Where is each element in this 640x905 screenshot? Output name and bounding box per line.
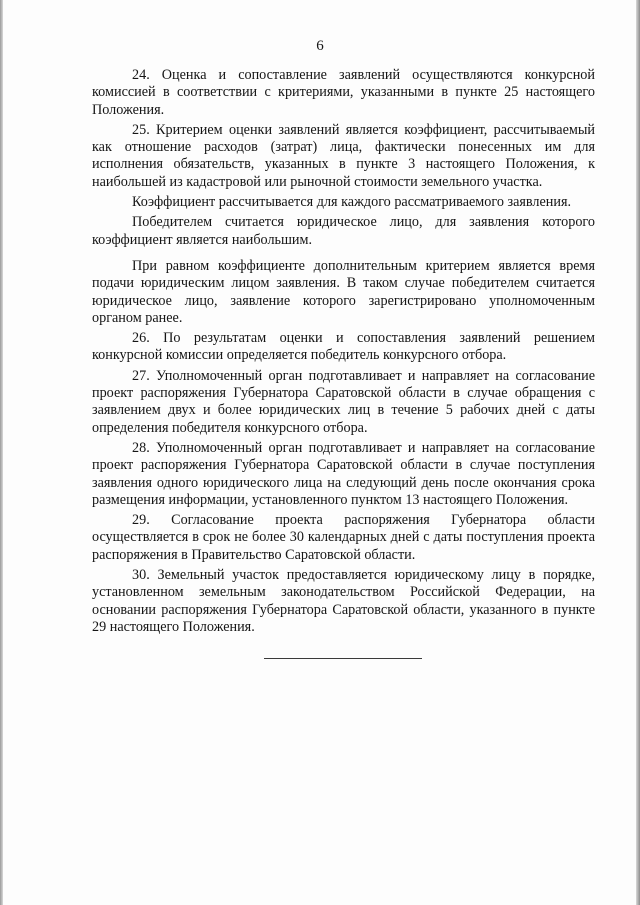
paragraph-24: 24. Оценка и сопоставление заявлений осуществляются конкурсной комиссией в соответствии с критериями, указанными в пункте 25 настоящего Положения. [92,67,595,118]
scan-edge-left [0,0,3,905]
end-of-document-rule [264,658,422,659]
paragraph-25-coefficient: Коэффициент рассчитывается для каждого рассматриваемого заявления. [132,194,572,211]
paragraph-25-winner: Победителем считается юридическое лицо, для заявления которого коэффициент является наибольшим. [92,214,595,248]
paragraph-30: 30. Земельный участок предоставляется юридическому лицу в порядке, установленном земельным законодательством Российской Федерации, на основании распоряжения Губернатора Саратовской области, указанного в пункте 29 настоящего Положения. [92,567,595,635]
paragraph-25-tiebreak: При равном коэффициенте дополнительным критерием является время подачи юридическим лицом заявления. В таком случае победителем считается юридическое лицо, заявление которого зарегистрировано уполномоченным органом ранее. [92,257,595,326]
page-number: 6 [316,38,324,54]
paragraph-28: 28. Уполномоченный орган подготавливает и направляет на согласование проект распоряжения Губернатора Саратовской области в случае поступления заявления одного юридического лица на следующий день после окончания срока размещения информации, установленного пунктом 13 настоящего Положения. [92,439,595,508]
paragraph-29: 29. Согласование проекта распоряжения Губернатора области осуществляется в срок не более 30 календарных дней с даты поступления проекта распоряжения в Правительство Саратовской области. [92,512,595,563]
paragraph-27: 27. Уполномоченный орган подготавливает и направляет на согласование проект распоряжения Губернатора Саратовской области в случае обращения с заявлением двух и более юридических лиц в течение 5 рабочих дней с даты определения победителя конкурсного отбора. [92,367,595,436]
paragraph-26: 26. По результатам оценки и сопоставления заявлений решением конкурсной комиссии определяется победитель конкурсного отбора. [92,330,595,364]
paragraph-25: 25. Критерием оценки заявлений является коэффициент, рассчитываемый как отношение расходов (затрат) лица, фактически понесенных им для исполнения обязательств, указанных в пункте 3 настоящего Положения, к наибольшей из кадастровой или рыночной стоимости земельного участка. [92,121,595,190]
document-body [92,67,595,639]
scan-edge-right [636,0,640,905]
